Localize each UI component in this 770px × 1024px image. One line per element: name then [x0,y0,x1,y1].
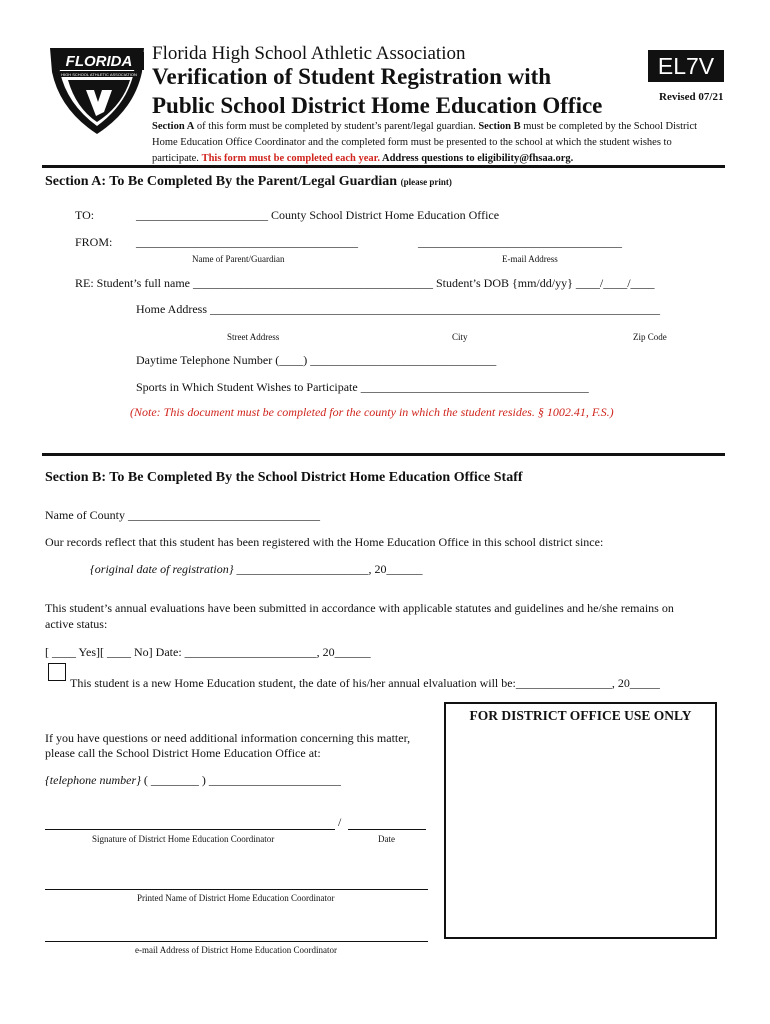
city-caption: City [452,332,468,342]
signature-caption: Signature of District Home Education Coordinator [92,834,275,844]
section-b-rule [42,453,725,456]
form-code-badge: EL7V [648,50,724,82]
original-date-label: {original date of registration} [90,562,234,576]
logo-subtext: HIGH SCHOOL ATHLETIC ASSOCIATION [61,72,137,77]
fhsaa-logo [42,42,152,137]
home-address-field[interactable]: Home Address ___________________________________________________________________________ [136,302,660,316]
printed-name-caption: Printed Name of District Home Education Coordinator [137,893,335,903]
intro-text-2: must be completed by the School District Home Education Office Coordinator and the completed form must be presented to the school at which the student wishes to participate. [152,121,698,164]
telephone-field[interactable] [45,773,341,788]
printed-name-line[interactable] [45,889,428,890]
evaluations-text-1: This student’s annual evaluations have been submitted in accordance with applicable statutes and guidelines and he/she remains on [45,601,674,615]
signature-date-line[interactable] [348,829,426,830]
intro-section-b: Section B [478,121,521,132]
section-a-heading: Section A: To Be Completed By the Parent/Legal Guardian [45,174,398,189]
intro-contact: Address questions to eligibility@fhsaa.org. [379,153,574,164]
revised-date: Revised 07/21 [659,91,724,103]
form-title-line1: Verification of Student Registration with [152,64,552,89]
intro-text-1: of this form must be completed by student’s parent/legal guardian. [194,121,479,132]
evaluations-text-2: active status: [45,617,108,631]
original-date-field[interactable] [90,562,423,577]
student-name-dob-field[interactable]: RE: Student’s full name ________________________________________ Student’s DOB {mm/dd/yy} ____/____/____ [75,276,655,290]
section-a-rule [42,165,725,168]
district-office-box-title: FOR DISTRICT OFFICE USE ONLY [469,708,692,723]
from-label: FROM: [75,235,113,249]
intro-paragraph [152,119,708,167]
records-text: Our records reflect that this student has been registered with the Home Education Office in this school district since: [45,535,604,549]
intro-red-note: This form must be completed each year. [201,153,380,164]
county-note: (Note: This document must be completed for the county in which the student resides. § 1002.41, F.S.) [130,405,614,419]
telephone-blank: ( ________ ) ______________________ [140,773,341,787]
original-date-blank: ______________________, 20______ [233,562,423,576]
parent-name-caption: Name of Parent/Guardian [192,254,285,264]
parent-name-field[interactable]: _____________________________________ [136,235,358,249]
intro-section-a: Section A [152,121,195,132]
yes-no-date-field[interactable]: [ ____ Yes][ ____ No] Date: ______________________, 20______ [45,645,371,659]
to-label: TO: [75,208,95,222]
questions-text-2: please call the School District Home Education Office at: [45,746,321,760]
district-office-box [444,702,717,939]
zip-caption: Zip Code [633,332,667,342]
logo-text: FLORIDA [65,53,133,70]
street-caption: Street Address [227,332,280,342]
to-county-field[interactable]: ______________________ County School District Home Education Office [136,208,500,222]
section-a-title [45,174,452,190]
date-caption: Date [378,834,395,844]
new-student-text[interactable]: This student is a new Home Education student, the date of his/her annual elvaluation will be:________________, 20_____ [70,676,660,690]
signature-line[interactable] [45,829,335,830]
section-b-title: Section B: To Be Completed By the School District Home Education Office Staff [45,470,523,485]
coordinator-email-line[interactable] [45,941,428,942]
sports-field[interactable]: Sports in Which Student Wishes to Participate ______________________________________ [136,380,589,394]
form-title-line2: Public School District Home Education Office [152,93,603,118]
signature-slash: / [338,815,342,829]
coordinator-email-caption: e-mail Address of District Home Education Coordinator [135,945,337,955]
section-a-note: (please print) [400,177,452,187]
county-name-field[interactable]: Name of County ________________________________ [45,508,320,522]
org-name: Florida High School Athletic Association [152,43,466,64]
questions-text-1: If you have questions or need additional information concerning this matter, [45,731,411,745]
phone-field[interactable]: Daytime Telephone Number (____) _______________________________ [136,353,497,367]
parent-email-field[interactable]: __________________________________ [418,235,622,249]
email-caption: E-mail Address [502,254,558,264]
telephone-label: {telephone number} [45,773,141,787]
new-student-checkbox[interactable] [48,663,66,681]
